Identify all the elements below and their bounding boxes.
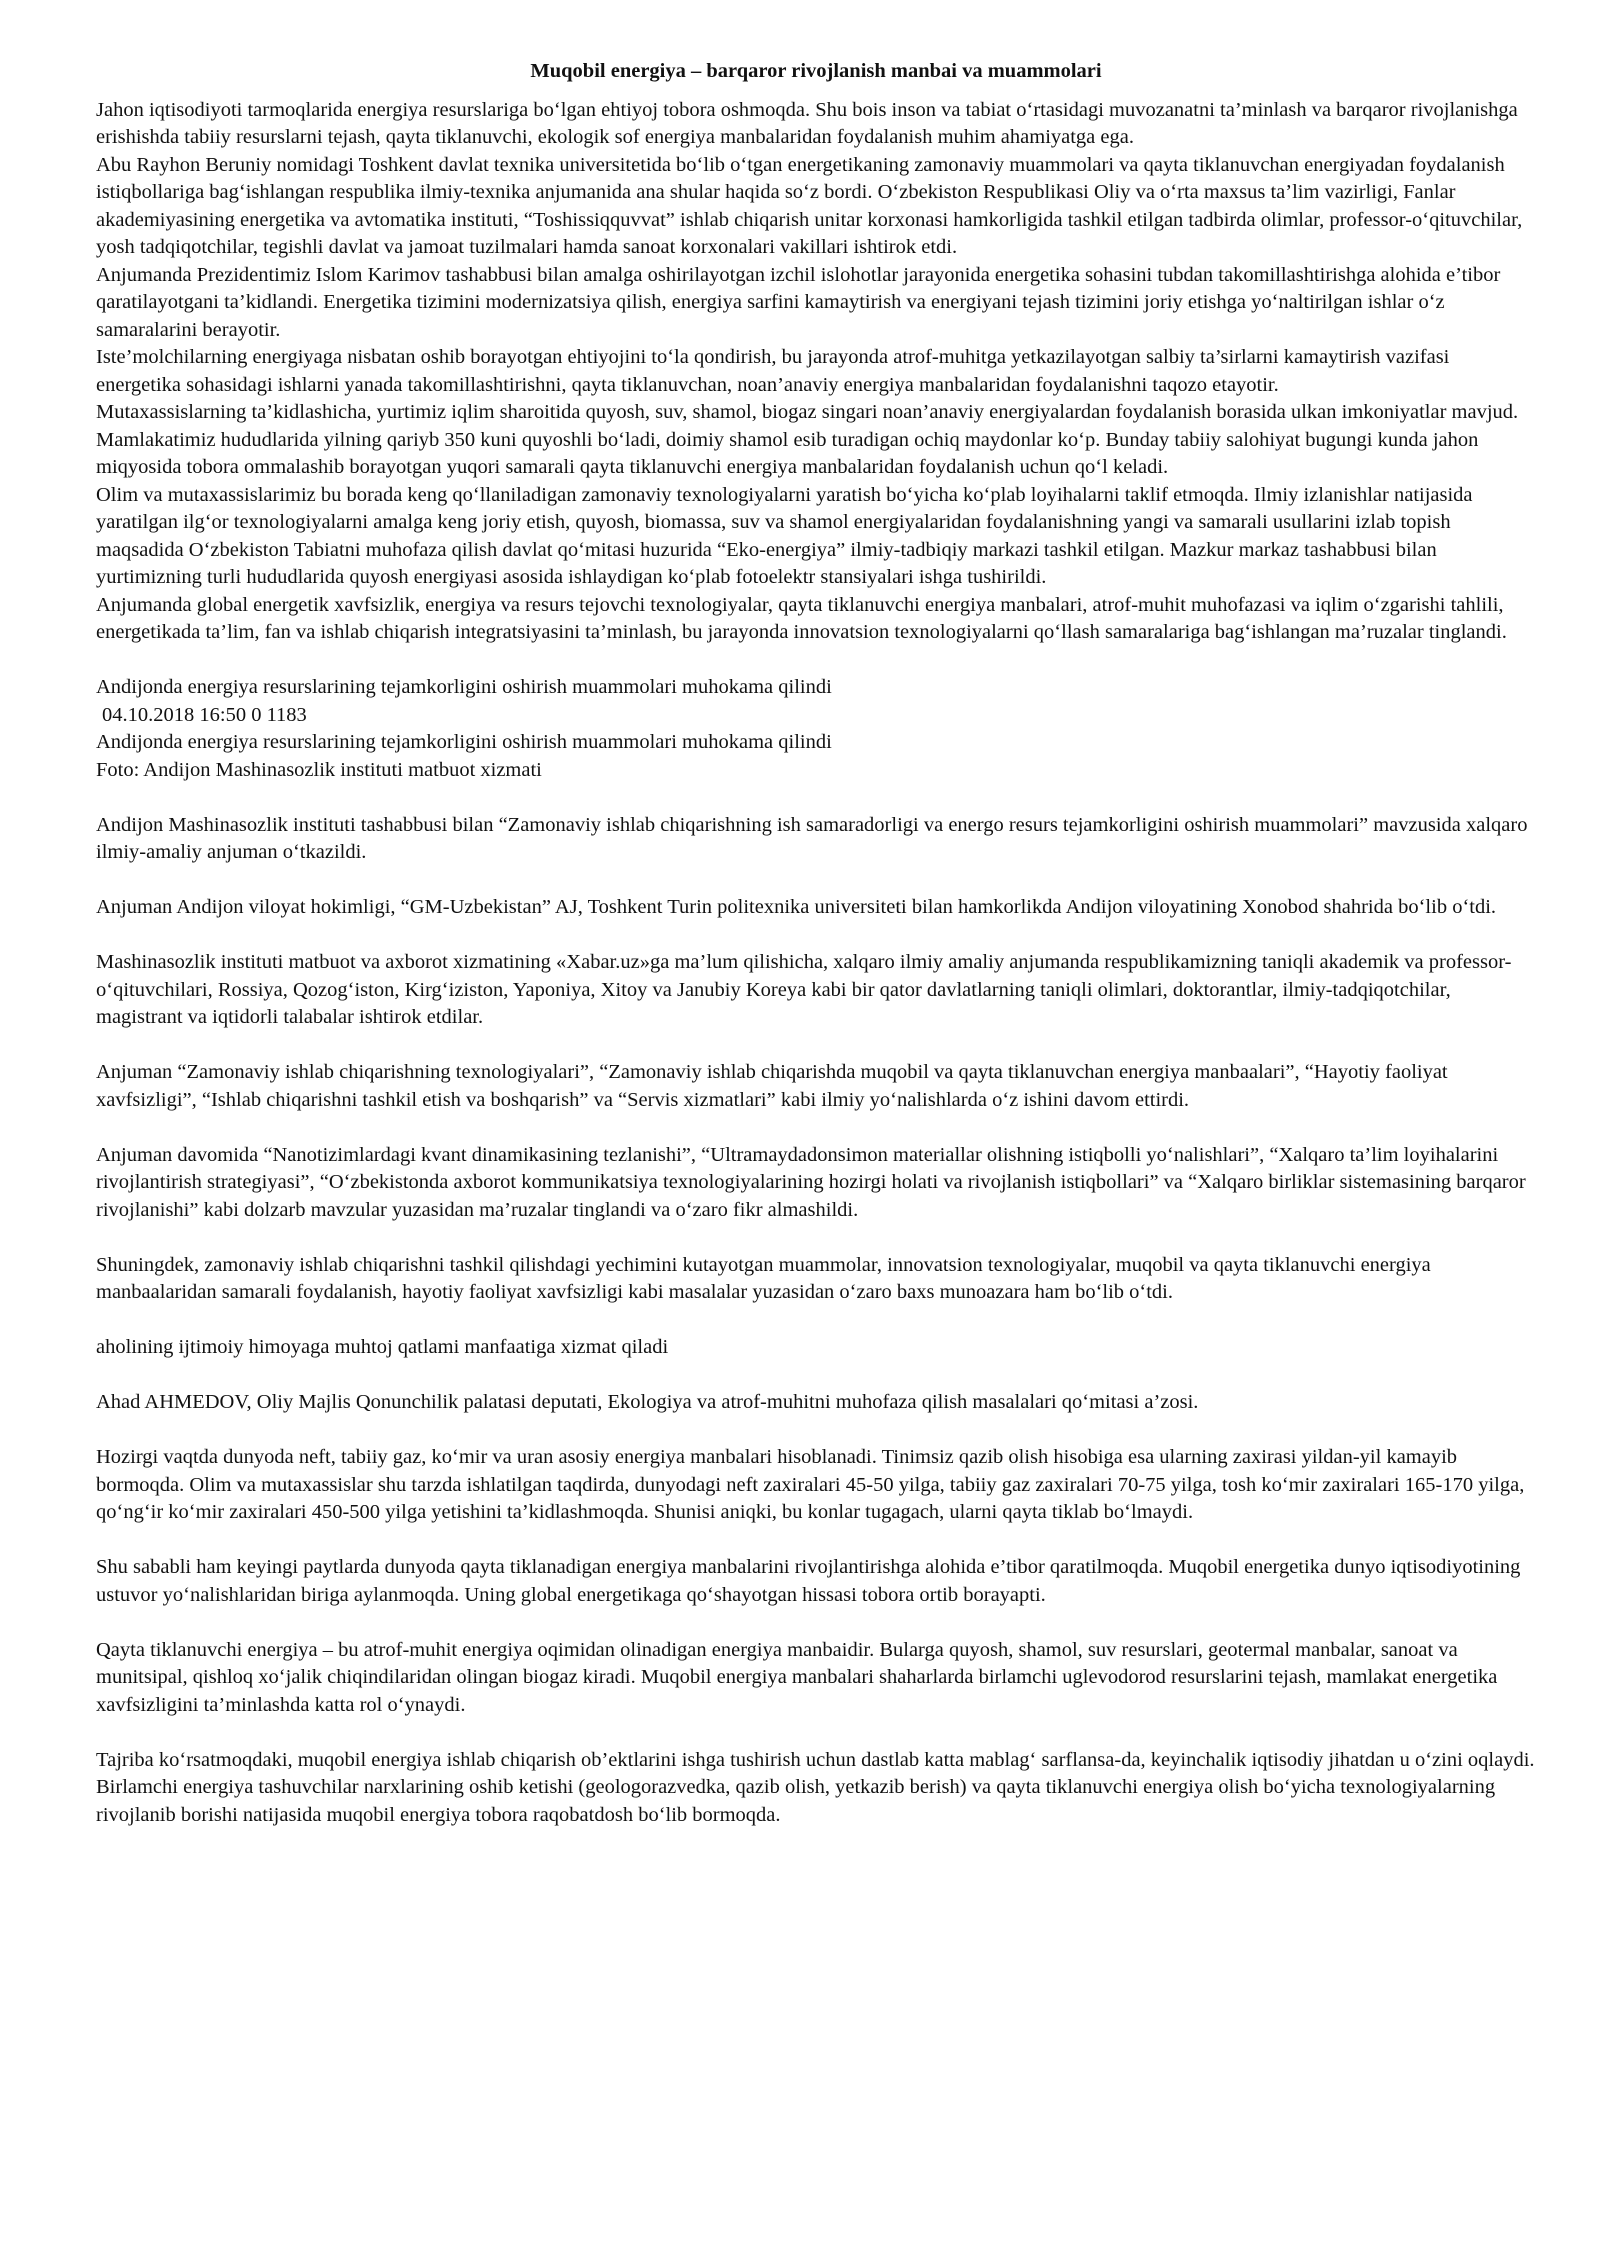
news-paragraph-5: Anjuman davomida “Nanotizimlardagi kvant dinamikasining tezlanishi”, “Ultramaydadonsimon materiallar olishning istiqbolli yo‘nalishlari”, “Xalqaro ta’lim loyihalarini rivojlantirish strategiyasi”, “O‘zbekistonda axborot kommunikatsiya texnologiyalarining hozirgi holati va rivojlanish istiqbollari” va “Xalqaro birliklar sistemasining barqaror rivojlanishi” kabi dolzarb mavzular yuzasidan ma’ruzalar tinglandi va o‘zaro fikr almashildi. — [96, 1143, 1526, 1221]
article1-paragraph-1: Jahon iqtisodiyoti tarmoqlarida energiya resurslariga bo‘lgan ehtiyoj tobora oshmoqda. Shu bois inson va tabiat o‘rtasidagi muvozanatni ta’minlash va barqaror rivojlanishga erishishda tabiiy resurslarni tejash, qayta tiklanuvchi, ekologik sof energiya manbalaridan foydalanish muhim ahamiyatga ega. — [96, 98, 1518, 148]
article3-paragraph-4: Tajriba ko‘rsatmoqdaki, muqobil energiya ishlab chiqarish ob’ektlarini ishga tushirish uchun dastlab katta mablag‘ sarflansa-da, keyinchalik iqtisodiy jihatdan u o‘zini oqlaydi. Birlamchi energiya tashuvchilar narxlarining oshib ketishi (geologorazvedka, qazib olish, yetkazib berish) va qayta tiklanuvchi energiya olish bo‘yicha texnologiyalarning rivojlanib borishi natijasida muqobil energiya tobora raqobatdosh bo‘lib bormoqda. — [96, 1748, 1535, 1826]
news-paragraph-4: Anjuman “Zamonaviy ishlab chiqarishning texnologiyalari”, “Zamonaviy ishlab chiqarishda muqobil va qayta tiklanuvchan energiya manbaalari”, “Hayotiy faoliyat xavfsizligi”, “Ishlab chiqarishni tashkil etish va boshqarish” va “Servis xizmatlari” kabi ilmiy yo‘nalishlarda o‘z ishini davom ettirdi. — [96, 1061, 1448, 1111]
document-page — [96, 58, 1536, 1829]
article1-paragraph-6: Olim va mutaxassislarimiz bu borada keng qo‘llaniladigan zamonaviy texnologiyalarni yaratish bo‘yicha ko‘plab loyihalarni taklif etmoqda. Ilmiy izlanishlar natijasida yaratilgan ilg‘or texnologiyalarni amalga keng joriy etish, quyosh, biomassa, suv va shamol energiyalaridan foydalanishning yangi va samarali usullarini izlab topish maqsadida O‘zbekiston Tabiatni muhofaza qilish davlat qo‘mitasi huzurida “Eko-energiya” ilmiy-tadbiqiy markazi tashkil etilgan. Mazkur markaz tashabbusi bilan yurtimizning turli hududlarida quyosh energiyasi asosida ishlaydigan ko‘plab fotoelektr stansiyalari ishga tushirildi. — [96, 483, 1473, 588]
news-paragraph-6: Shuningdek, zamonaviy ishlab chiqarishni tashkil qilishdagi yechimini kutayotgan muammolar, innovatsion texnologiyalar, muqobil va qayta tiklanuvchi energiya manbaalaridan samarali foydalanish, hayotiy faoliyat xavfsizligi kabi masalalar yuzasidan o‘zaro baxs munoazara ham bo‘lib o‘tdi. — [96, 1253, 1431, 1303]
news-paragraph-3: Mashinasozlik instituti matbuot va axborot xizmatining «Xabar.uz»ga ma’lum qilishicha, xalqaro ilmiy amaliy anjumanda respublikamizning taniqli akademik va professor-o‘qituvchilari, Rossiya, Qozog‘iston, Kirg‘iziston, Yaponiya, Xitoy va Janubiy Koreya kabi bir qator davlatlarning taniqli olimlari, doktorantlar, ilmiy-tadqiqotchilar, magistrant va iqtidorli talabalar ishtirok etdilar. — [96, 951, 1512, 1028]
article1-paragraph-3: Anjumanda Prezidentimiz Islom Karimov tashabbusi bilan amalga oshirilayotgan izchil islohotlar jarayonida energetika sohasini tubdan takomillashtirishga alohida e’tibor qaratilayotgani ta’kidlandi. Energetika tizimini modernizatsiya qilish, energiya sarfini kamaytirish va energiyani tejash tizimini joriy etishga yo‘naltirilgan ishlar o‘z samaralarini berayotir. — [96, 263, 1501, 341]
article3-author: Ahad AHMEDOV, Oliy Majlis Qonunchilik palatasi deputati, Ekologiya va atrof-muhitni muhofaza qilish masalalari qo‘mitasi a’zosi. — [96, 1391, 1199, 1413]
news-meta: 04.10.2018 16:50 0 1183 — [102, 703, 307, 726]
article1-paragraph-5: Mutaxassislarning ta’kidlashicha, yurtimiz iqlim sharoitida quyosh, suv, shamol, biogaz singari noan’anaviy energiyalardan foydalanish borasida ulkan imkoniyatlar mavjud. Mamlakatimiz hududlarida yilning qariyb 350 kuni quyoshli bo‘ladi, doimiy shamol esib turadigan ochiq maydonlar ko‘p. Bunday tabiiy salohiyat bugungi kunda jahon miqyosida tobora ommalashib borayotgan yuqori samarali qayta tiklanuvchi energiya manbalaridan foydalanish uchun qo‘l keladi. — [96, 401, 1519, 478]
news-headline: Andijonda energiya resurslarining tejamkorligini oshirish muammolari muhokama qilindi — [96, 676, 832, 698]
article3-subtitle: aholining ijtimoiy himoyaga muhtoj qatlami manfaatiga xizmat qiladi — [96, 1336, 669, 1358]
article3-paragraph-1: Hozirgi vaqtda dunyoda neft, tabiiy gaz, ko‘mir va uran asosiy energiya manbalari hisoblanadi. Tinimsiz qazib olish hisobiga esa ularning zaxirasi yildan-yil kamayib bormoqda. Olim va mutaxassislar shu tarzda ishlatilgan taqdirda, dunyodagi neft zaxiralari 45-50 yilga, tabiiy gaz zaxiralari 70-75 yilga, tosh ko‘mir zaxiralari 165-170 yilga, qo‘ng‘ir ko‘mir zaxiralari 450-500 yilga yetishini ta’kidlashmoqda. Shunisi aniqki, bu konlar tugagach, ularni qayta tiklab bo‘lmaydi. — [96, 1446, 1525, 1523]
news-paragraph-2: Anjuman Andijon viloyat hokimligi, “GM-Uzbekistan” AJ, Toshkent Turin politexnika universiteti bilan hamkorlikda Andijon viloyatining Xonobod shahrida bo‘lib o‘tdi. — [96, 896, 1497, 918]
article3-paragraph-2: Shu sababli ham keyingi paytlarda dunyoda qayta tiklanadigan energiya manbalarini rivojlantirishga alohida e’tibor qaratilmoqda. Muqobil energetika dunyo iqtisodiyotining ustuvor yo‘nalishlaridan biriga aylanmoqda. Uning global energetikaga qo‘shayotgan hissasi tobora ortib borayapti. — [96, 1556, 1521, 1606]
news-photo-credit: Foto: Andijon Mashinasozlik instituti matbuot xizmati — [96, 758, 542, 781]
article1-paragraph-7: Anjumanda global energetik xavfsizlik, energiya va resurs tejovchi texnologiyalar, qayta tiklanuvchi energiya manbalari, atrof-muhit muhofazasi va iqlim o‘zgarishi tahlili, energetikada ta’lim, fan va ishlab chiqarish integratsiyasini ta’minlash, bu jarayonda innovatsion texnologiyalarni qo‘llash samaralariga bag‘ishlangan ma’ruzalar tinglandi. — [96, 593, 1507, 643]
page-title: Muqobil energiya – barqaror rivojlanish manbai va muammolari — [530, 60, 1102, 82]
article1-paragraph-4: Iste’molchilarning energiyaga nisbatan oshib borayotgan ehtiyojini to‘la qondirish, bu jarayonda atrof-muhitga yetkazilayotgan salbiy ta’sirlarni kamaytirish vazifasi energetika sohasidagi ishlarni yanada takomillashtirishni, qayta tiklanuvchan, noan’anaviy energiya manbalaridan foydalanishni taqozo etayotir. — [96, 346, 1450, 396]
article1-paragraph-2: Abu Rayhon Beruniy nomidagi Toshkent davlat texnika universitetida bo‘lib o‘tgan energetikaning zamonaviy muammolari va qayta tiklanuvchan energiyadan foydalanish istiqbollariga bag‘ishlangan respublika ilmiy-texnika anjumanida ana shular haqida so‘z bordi. O‘zbekiston Respublikasi Oliy va o‘rta maxsus ta’lim vazirligi, Fanlar akademiyasining energetika va avtomatika instituti, “Toshissiqquvvat” ishlab chiqarish unitar korxonasi hamkorligida tashkil etilgan tadbirda olimlar, professor-o‘qituvchilar, yosh tadqiqotchilar, tegishli davlat va jamoat tuzilmalari hamda sanoat korxonalari vakillari ishtirok etdi. — [96, 153, 1523, 258]
news-paragraph-1: Andijon Mashinasozlik instituti tashabbusi bilan “Zamonaviy ishlab chiqarishning ish samaradorligi va energo resurs tejamkorligini oshirish muammolari” mavzusida xalqaro ilmiy-amaliy anjuman o‘tkazildi. — [96, 813, 1528, 863]
article3-paragraph-3: Qayta tiklanuvchi energiya – bu atrof-muhit energiya oqimidan olinadigan energiya manbaidir. Bularga quyosh, shamol, suv resurslari, geotermal manbalar, sanoat va munitsipal, qishloq xo‘jalik chiqindilaridan olingan biogaz kiradi. Muqobil energiya manbalari shaharlarda birlamchi uglevodorod resurslarini tejash, mamlakat energetika xavfsizligini ta’minlashda katta rol o‘ynaydi. — [96, 1638, 1498, 1716]
news-headline-repeat: Andijonda energiya resurslarining tejamkorligini oshirish muammolari muhokama qilindi — [96, 731, 832, 753]
